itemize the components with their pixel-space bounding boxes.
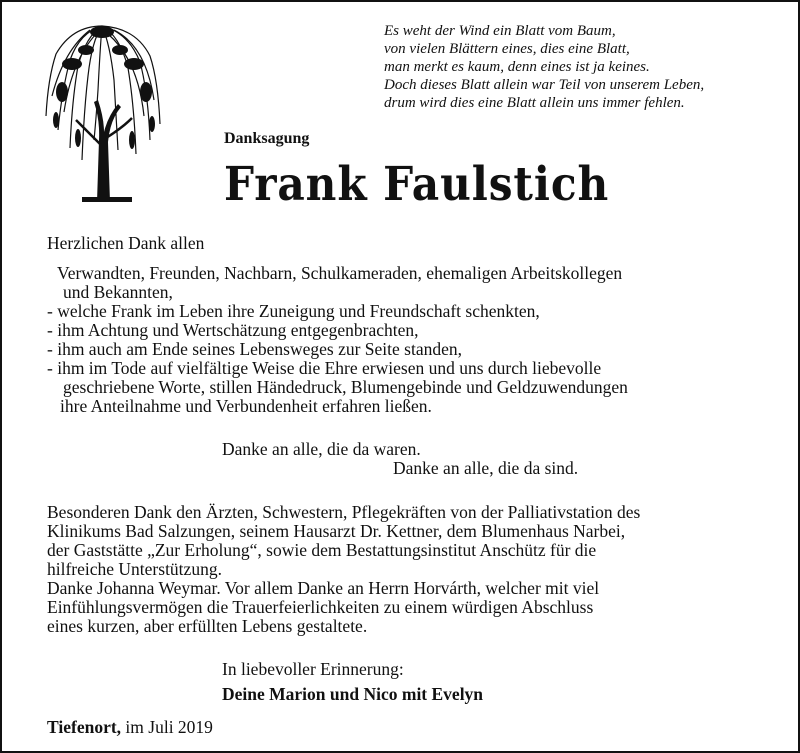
list-item: - ihm Achtung und Wertschätzung entgegenbrachten,: [47, 320, 419, 340]
poem-line: drum wird dies eine Blatt allein uns immer fehlen.: [384, 95, 685, 111]
intro-line: Herzlichen Dank allen: [47, 233, 205, 253]
poem-line: von vielen Blättern eines, dies eine Blatt,: [384, 41, 630, 57]
special-thanks-line: Einfühlungsvermögen die Trauerfeierlichkeiten zu einem würdigen Abschluss: [47, 597, 594, 617]
list-item: - welche Frank im Leben ihre Zuneigung und Freundschaft schenkten,: [47, 301, 540, 321]
thanks-line-1: Danke an alle, die da waren.: [222, 439, 421, 459]
list-item-continued: und Bekannten,: [63, 282, 173, 302]
list-item: Verwandten, Freunden, Nachbarn, Schulkameraden, ehemaligen Arbeitskollegen: [57, 263, 623, 283]
list-item-continued: geschriebene Worte, stillen Händedruck, Blumengebinde und Geldzuwendungen: [63, 377, 628, 397]
special-thanks-line: der Gaststätte „Zur Erholung“, sowie dem Bestattungsinstitut Anschütz für die: [47, 540, 597, 560]
place-date: [47, 718, 787, 737]
special-thanks-line: hilfreiche Unterstützung.: [47, 559, 222, 579]
signature-names: Deine Marion und Nico mit Evelyn: [222, 684, 484, 704]
poem-line: Doch dieses Blatt allein war Teil von unserem Leben,: [384, 77, 705, 93]
thanks-body: [47, 234, 787, 737]
poem-line: Es weht der Wind ein Blatt vom Baum,: [384, 23, 616, 39]
memorial-poem: [384, 22, 794, 112]
poem-line: man merkt es kaum, denn eines ist ja keines.: [384, 59, 650, 75]
weeping-willow-icon: [42, 20, 164, 202]
special-thanks-line: Klinikums Bad Salzungen, seinem Hausarzt Dr. Kettner, dem Blumenhaus Narbei,: [47, 521, 626, 541]
place-date-text: im Juli 2019: [125, 717, 213, 737]
list-item: - ihm im Tode auf vielfältige Weise die Ehre erwiesen und uns durch liebevolle: [47, 358, 602, 378]
list-item: - ihm auch am Ende seines Lebensweges zur Seite standen,: [47, 339, 463, 359]
special-thanks-line: Besonderen Dank den Ärzten, Schwestern, Pflegekräften von der Palliativstation des: [47, 502, 641, 522]
list-item-continued: ihre Anteilnahme und Verbundenheit erfahren ließen.: [60, 396, 432, 416]
thanks-line-2: Danke an alle, die da sind.: [393, 458, 579, 478]
heading-danksagung: Danksagung: [224, 130, 310, 147]
special-thanks-line: eines kurzen, aber erfüllten Lebens gestaltete.: [47, 616, 368, 636]
deceased-name: Frank Faulstich: [224, 157, 610, 212]
signature-intro: In liebevoller Erinnerung:: [222, 659, 404, 679]
place-town: Tiefenort,: [47, 717, 122, 737]
special-thanks-line: Danke Johanna Weymar. Vor allem Danke an Herrn Horvárth, welcher mit viel: [47, 578, 600, 598]
